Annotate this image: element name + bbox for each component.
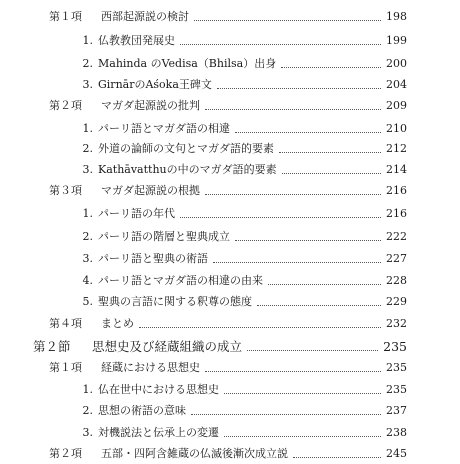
toc-entry-title: 経蔵における思想史 (101, 358, 202, 378)
toc-item-row (0, 75, 460, 95)
dot-leader (224, 436, 381, 437)
dot-leader (205, 194, 381, 195)
toc-entry-number: 3. (79, 249, 95, 269)
toc-entry-page: 227 (384, 249, 407, 269)
toc-entry-number: 1. (79, 204, 95, 224)
toc-entry-page: 237 (384, 401, 407, 421)
toc-entry-page: 245 (384, 444, 407, 464)
toc-entry-number: 3. (79, 160, 95, 180)
toc-entry-number: 第２項 (49, 96, 84, 116)
dot-leader (282, 173, 381, 174)
toc-entry-number: 2. (79, 227, 95, 247)
toc-entry-page: 200 (384, 54, 407, 74)
toc-entry-page: 199 (384, 31, 407, 51)
toc-item-row (0, 249, 460, 269)
toc-item-row (0, 204, 460, 224)
toc-item-row (0, 139, 460, 159)
toc-entry-number: 2. (79, 401, 95, 421)
toc-entry-title: パーリ語と聖典の術語 (98, 249, 210, 269)
toc-entry-page: 210 (384, 119, 407, 139)
toc-entry-number: 1. (79, 380, 95, 400)
toc-entry-title: 聖典の言語に関する釈尊の態度 (98, 292, 254, 312)
toc-entry-page: 216 (384, 204, 407, 224)
toc-entry-title: 五部・四阿含雑蔵の仏滅後漸次成立説 (101, 444, 290, 464)
toc-entry-title: まとめ (101, 314, 136, 334)
toc-entry-title: 思想の術語の意味 (98, 401, 188, 421)
dot-leader (180, 217, 381, 218)
toc-section-row (0, 337, 460, 357)
toc-item-row (0, 423, 460, 443)
toc-entry-page: 209 (384, 96, 407, 116)
dot-leader (247, 350, 378, 351)
toc-entry-page: 222 (384, 227, 407, 247)
toc-item-row (0, 227, 460, 247)
toc-entry-page: 216 (384, 181, 407, 201)
toc-subsection-row (0, 7, 460, 27)
toc-entry-title: 仏在世中における思想史 (98, 380, 221, 400)
toc-subsection-row (0, 358, 460, 378)
toc-entry-number: 第２節 (33, 337, 73, 357)
dot-leader (205, 371, 381, 372)
dot-leader (281, 67, 381, 68)
toc-subsection-row (0, 314, 460, 334)
toc-entry-number: 2. (79, 139, 95, 159)
toc-entry-number: 第３項 (49, 181, 84, 201)
toc-item-row (0, 31, 460, 51)
dot-leader (139, 327, 381, 328)
toc-entry-page: 212 (384, 139, 407, 159)
toc-item-row (0, 160, 460, 180)
dot-leader (213, 262, 381, 263)
toc-entry-title: パーリ語とマガダ語の相違の由来 (98, 271, 265, 291)
toc-entry-title: 仏教教団発展史 (98, 31, 177, 51)
toc-entry-title: 西部起源説の検討 (101, 7, 191, 27)
toc-item-row (0, 271, 460, 291)
toc-entry-title: マガダ起源説の批判 (101, 96, 202, 116)
dot-leader (224, 393, 381, 394)
toc-entry-number: 1. (79, 119, 95, 139)
toc-entry-title: パーリ語の年代 (98, 204, 177, 224)
dot-leader (257, 305, 381, 306)
dot-leader (279, 152, 381, 153)
dot-leader (191, 414, 381, 415)
toc-entry-title: 外道の論師の文句とマガダ語的要素 (98, 139, 276, 159)
toc-entry-page: 229 (384, 292, 407, 312)
toc-entry-title: 対機説法と伝承上の変遷 (98, 423, 221, 443)
toc-entry-page: 238 (384, 423, 407, 443)
toc-entry-page: 235 (384, 380, 407, 400)
toc-subsection-row (0, 96, 460, 116)
dot-leader (235, 132, 381, 133)
toc-entry-page: 232 (384, 314, 407, 334)
toc-entry-number: 2. (79, 54, 95, 74)
dot-leader (217, 88, 381, 89)
toc-subsection-row (0, 181, 460, 201)
toc-entry-number: 3. (79, 75, 95, 95)
toc-entry-page: 204 (384, 75, 407, 95)
toc-entry-title: パーリ語とマガダ語の相違 (98, 119, 232, 139)
toc-entry-title: マガダ起源説の根拠 (101, 181, 202, 201)
toc-entry-title: GirnārのAśoka王碑文 (98, 75, 214, 95)
dot-leader (293, 457, 381, 458)
dot-leader (180, 44, 381, 45)
toc-entry-page: 214 (384, 160, 407, 180)
toc-entry-page: 235 (384, 358, 407, 378)
toc-item-row (0, 401, 460, 421)
toc-item-row (0, 54, 460, 74)
toc-entry-page: 198 (384, 7, 407, 27)
toc-subsection-row (0, 444, 460, 464)
dot-leader (205, 109, 381, 110)
toc-entry-number: 第１項 (49, 358, 84, 378)
toc-entry-number: 第２項 (49, 444, 84, 464)
toc-entry-number: 5. (79, 292, 95, 312)
toc-entry-number: 第１項 (49, 7, 84, 27)
toc-entry-number: 第４項 (49, 314, 84, 334)
toc-entry-page: 228 (384, 271, 407, 291)
toc-entry-page: 235 (381, 337, 407, 357)
toc-entry-number: 4. (79, 271, 95, 291)
toc-entry-title: 思想史及び経蔵組織の成立 (92, 337, 244, 357)
toc-entry-title: Mahinda のVedisa（Bhilsa）出身 (98, 54, 278, 74)
toc-entry-title: パーリ語の階層と聖典成立 (98, 227, 232, 247)
toc-entry-title: Kathāvatthuの中のマガダ語的要素 (98, 160, 279, 180)
toc-item-row (0, 292, 460, 312)
toc-entry-number: 3. (79, 423, 95, 443)
toc-entry-number: 1. (79, 31, 95, 51)
toc-item-row (0, 119, 460, 139)
dot-leader (268, 284, 381, 285)
dot-leader (194, 20, 381, 21)
toc-item-row (0, 380, 460, 400)
dot-leader (235, 240, 381, 241)
